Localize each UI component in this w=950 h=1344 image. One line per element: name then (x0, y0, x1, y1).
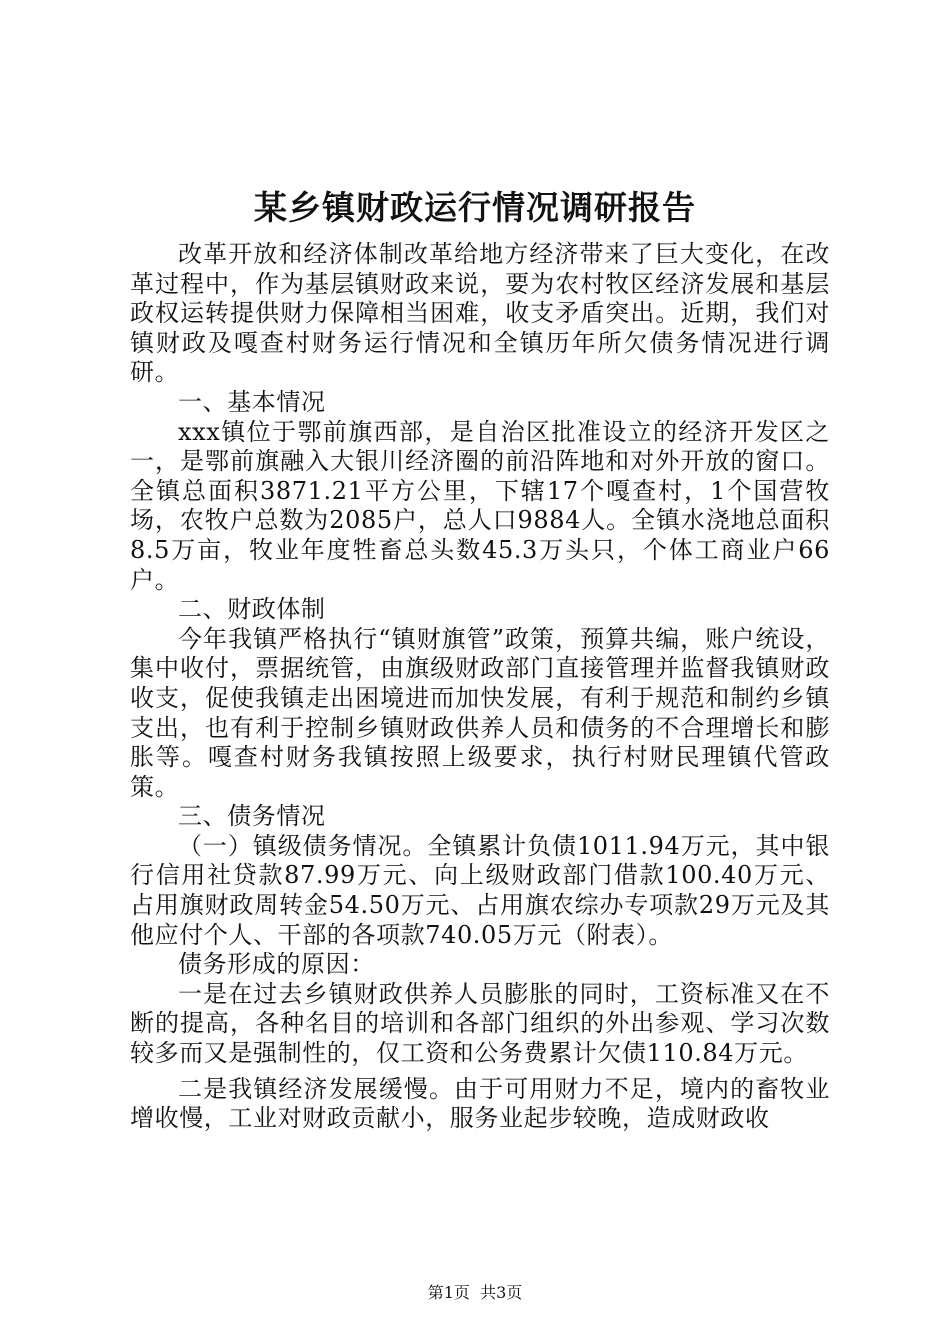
section-heading-debt-situation: 三、债务情况 (178, 802, 326, 831)
section-heading-basic-situation: 一、基本情况 (178, 387, 326, 416)
paragraph-cause-two: 二是我镇经济发展缓慢。由于可用财力不足，境内的畜牧业增收慢，工业对财政贡献小，服务业起步较晚，造成财政收 (130, 1074, 830, 1133)
paragraph-debt-causes-heading: 债务形成的原因： (178, 950, 375, 979)
page-footer (0, 1283, 950, 1303)
page-number: 第1页 (427, 1283, 470, 1302)
page-total: 共3页 (480, 1283, 523, 1302)
paragraph-town-debt: （一）镇级债务情况。全镇累计负债1011.94万元，其中银行信用社贷款87.99万元、向上级财政部门借款100.40万元、占用旗财政周转金54.50万元、占用旗农综办专项款29万元及其他应付个人、干部的各项款740.05万元（附表）。 (130, 831, 830, 949)
paragraph-fiscal-system: 今年我镇严格执行“镇财旗管”政策，预算共编，账户统设，集中收付，票据统管，由旗级财政部门直接管理并监督我镇财政收支，促使我镇走出困境进而加快发展，有利于规范和制约乡镇支出，也有利于控制乡镇财政供养人员和债务的不合理增长和膨胀等。嘎查村财务我镇按照上级要求，执行村财民理镇代管政策。 (130, 624, 830, 801)
section-heading-fiscal-system: 二、财政体制 (178, 595, 326, 624)
paragraph-basic-situation: xxx镇位于鄂前旗西部，是自治区批准设立的经济开发区之一，是鄂前旗融入大银川经济圈的前沿阵地和对外开放的窗口。全镇总面积3871.21平方公里，下辖17个嘎查村，1个国营牧场，农牧户总数为2085户，总人口9884人。全镇水浇地总面积8.5万亩，牧业年度牲畜总头数45.3万头只，个体工商业户66户。 (130, 417, 830, 594)
paragraph-intro: 改革开放和经济体制改革给地方经济带来了巨大变化，在改革过程中，作为基层镇财政来说，要为农村牧区经济发展和基层政权运转提供财力保障相当困难，收支矛盾突出。近期，我们对镇财政及嘎查村财务运行情况和全镇历年所欠债务情况进行调研。 (130, 240, 830, 387)
paragraph-cause-one: 一是在过去乡镇财政供养人员膨胀的同时，工资标准又在不断的提高，各种名目的培训和各部门组织的外出参观、学习次数较多而又是强制性的，仅工资和公务费累计欠债110.84万元。 (130, 979, 830, 1068)
document-body (130, 240, 830, 1134)
document-title: 某乡镇财政运行情况调研报告 (254, 188, 696, 227)
